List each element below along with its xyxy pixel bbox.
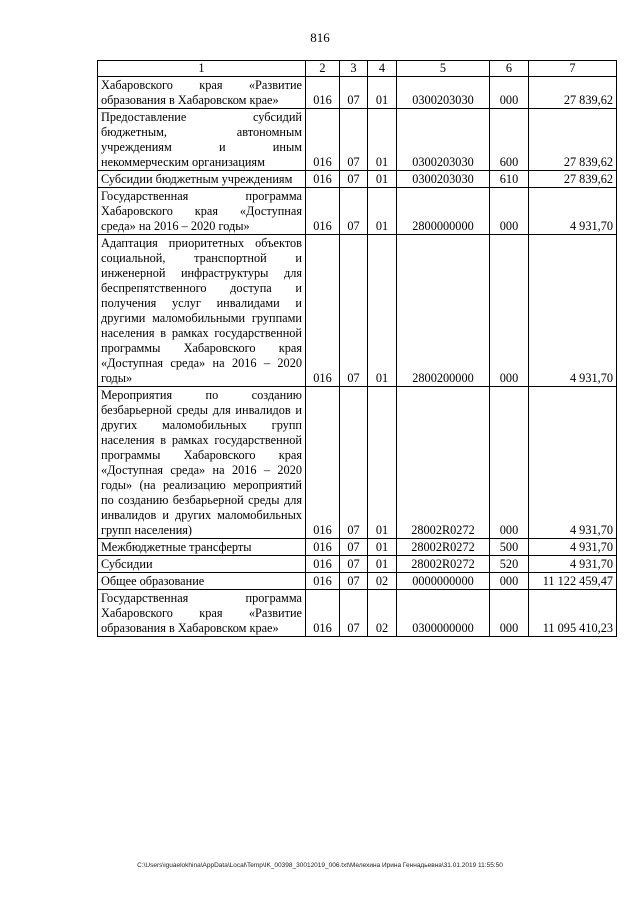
table-row <box>98 590 617 637</box>
row-name: Общее образование <box>98 573 306 590</box>
table-row <box>98 556 617 573</box>
table-row <box>98 109 617 171</box>
row-ministry-code: 016 <box>306 573 340 590</box>
row-ministry-code: 016 <box>306 235 340 387</box>
header-cell: 1 <box>98 61 306 77</box>
row-expense-type: 000 <box>490 590 529 637</box>
page-number: 816 <box>310 30 330 45</box>
row-amount: 4 931,70 <box>529 556 617 573</box>
row-amount: 11 095 410,23 <box>529 590 617 637</box>
row-ministry-code: 016 <box>306 387 340 539</box>
table-row <box>98 171 617 188</box>
row-subsection-code: 01 <box>368 556 397 573</box>
table-row <box>98 235 617 387</box>
row-ministry-code: 016 <box>306 171 340 188</box>
table-row <box>98 573 617 590</box>
row-subsection-code: 01 <box>368 387 397 539</box>
row-ministry-code: 016 <box>306 188 340 235</box>
row-section-code: 07 <box>340 590 368 637</box>
row-target-code: 2800000000 <box>397 188 490 235</box>
row-ministry-code: 016 <box>306 539 340 556</box>
row-name: Государственная программа Хабаровского края «Доступная среда» на 2016 – 2020 годы» <box>98 188 306 235</box>
row-expense-type: 600 <box>490 109 529 171</box>
row-section-code: 07 <box>340 77 368 109</box>
row-amount: 27 839,62 <box>529 171 617 188</box>
table-row <box>98 539 617 556</box>
row-section-code: 07 <box>340 188 368 235</box>
table-row <box>98 387 617 539</box>
row-amount: 27 839,62 <box>529 109 617 171</box>
row-subsection-code: 02 <box>368 590 397 637</box>
row-ministry-code: 016 <box>306 109 340 171</box>
header-cell: 5 <box>397 61 490 77</box>
table-row <box>98 188 617 235</box>
header-cell: 2 <box>306 61 340 77</box>
row-name: Государственная программа Хабаровского края «Развитие образования в Хабаровском крае» <box>98 590 306 637</box>
row-amount: 27 839,62 <box>529 77 617 109</box>
row-amount: 4 931,70 <box>529 387 617 539</box>
row-target-code: 0300203030 <box>397 109 490 171</box>
row-section-code: 07 <box>340 109 368 171</box>
row-subsection-code: 01 <box>368 539 397 556</box>
row-name: Субсидии <box>98 556 306 573</box>
row-name: Адаптация приоритетных объектов социальной, транспортной и инженерной инфраструктуры для беспрепятственного доступа и получения услуг инвалидами и другими маломобильными группами населения в рамках государственной программы Хабаровского края «Доступная среда» на 2016 – 2020 годы» <box>98 235 306 387</box>
row-expense-type: 000 <box>490 77 529 109</box>
row-amount: 4 931,70 <box>529 539 617 556</box>
row-subsection-code: 02 <box>368 573 397 590</box>
row-section-code: 07 <box>340 573 368 590</box>
row-target-code: 28002R0272 <box>397 539 490 556</box>
row-subsection-code: 01 <box>368 109 397 171</box>
table-header-row <box>98 61 617 77</box>
header-cell: 4 <box>368 61 397 77</box>
row-expense-type: 000 <box>490 188 529 235</box>
row-subsection-code: 01 <box>368 188 397 235</box>
row-target-code: 28002R0272 <box>397 387 490 539</box>
table-row <box>98 77 617 109</box>
header-cell: 6 <box>490 61 529 77</box>
row-amount: 11 122 459,47 <box>529 573 617 590</box>
row-target-code: 2800200000 <box>397 235 490 387</box>
row-ministry-code: 016 <box>306 77 340 109</box>
row-name: Межбюджетные трансферты <box>98 539 306 556</box>
header-cell: 3 <box>340 61 368 77</box>
row-amount: 4 931,70 <box>529 188 617 235</box>
row-target-code: 0300000000 <box>397 590 490 637</box>
row-section-code: 07 <box>340 387 368 539</box>
budget-table <box>97 60 617 637</box>
row-section-code: 07 <box>340 171 368 188</box>
row-expense-type: 500 <box>490 539 529 556</box>
row-expense-type: 000 <box>490 387 529 539</box>
row-name: Мероприятия по созданию безбарьерной среды для инвалидов и других маломобильных групп населения в рамках государственной программы Хабаровского края «Доступная среда» на 2016 – 2020 годы» (на реализацию мероприятий по созданию безбарьерной среды для инвалидов и других маломобильных групп населения) <box>98 387 306 539</box>
row-target-code: 0000000000 <box>397 573 490 590</box>
row-target-code: 0300203030 <box>397 77 490 109</box>
row-subsection-code: 01 <box>368 77 397 109</box>
row-section-code: 07 <box>340 539 368 556</box>
row-expense-type: 000 <box>490 573 529 590</box>
row-ministry-code: 016 <box>306 556 340 573</box>
header-cell: 7 <box>529 61 617 77</box>
file-path-footer: C:\Users\iguaelokhina\AppData\Local\Temp\IK_00398_30012019_006.txt\Мелехина Ирина Геннадьевна\31.01.2019 11:55:50 <box>137 862 503 869</box>
row-subsection-code: 01 <box>368 171 397 188</box>
row-target-code: 28002R0272 <box>397 556 490 573</box>
row-section-code: 07 <box>340 235 368 387</box>
row-name: Предоставление субсидий бюджетным, автономным учреждениям и иным некоммерческим организациям <box>98 109 306 171</box>
row-section-code: 07 <box>340 556 368 573</box>
row-name: Хабаровского края «Развитие образования в Хабаровском крае» <box>98 77 306 109</box>
row-ministry-code: 016 <box>306 590 340 637</box>
row-expense-type: 000 <box>490 235 529 387</box>
row-name: Субсидии бюджетным учреждениям <box>98 171 306 188</box>
row-target-code: 0300203030 <box>397 171 490 188</box>
row-expense-type: 520 <box>490 556 529 573</box>
row-expense-type: 610 <box>490 171 529 188</box>
row-amount: 4 931,70 <box>529 235 617 387</box>
row-subsection-code: 01 <box>368 235 397 387</box>
